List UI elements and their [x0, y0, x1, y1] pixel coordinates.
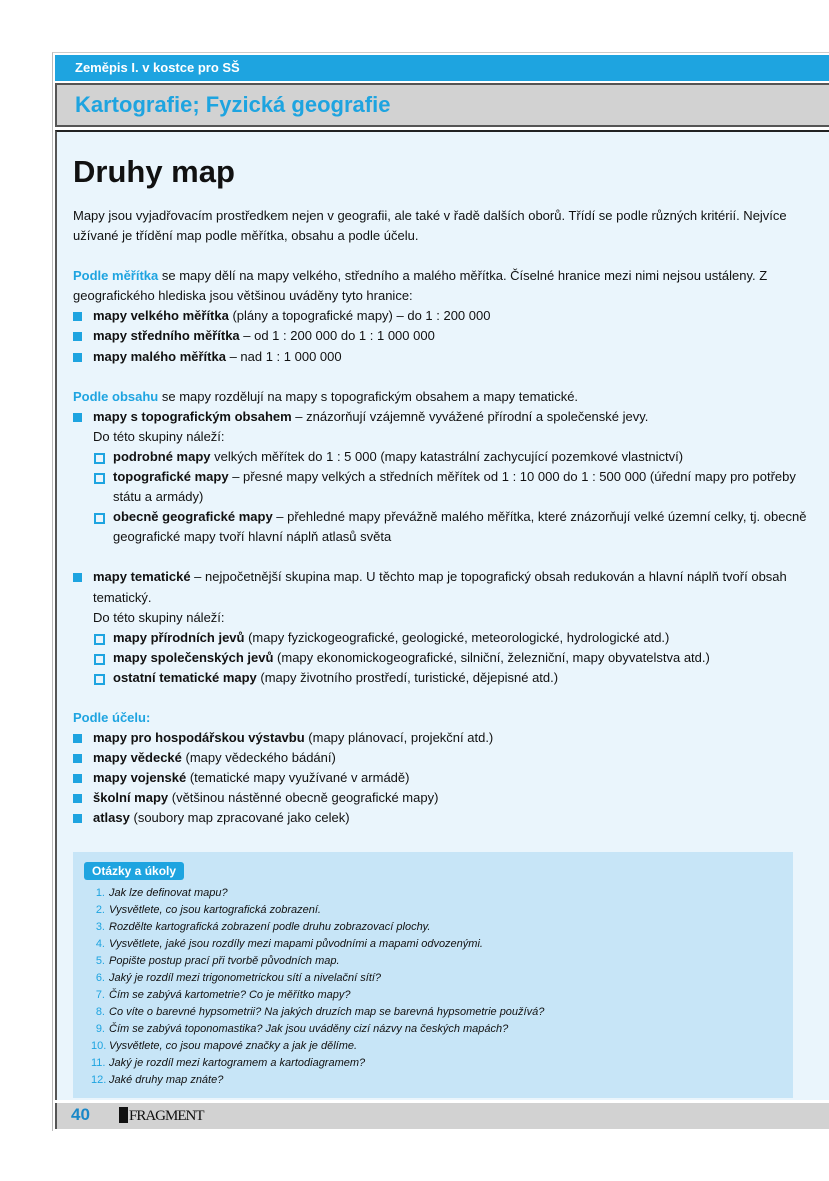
- group-label: Do této skupiny náleží:: [93, 609, 225, 625]
- list-item: [73, 808, 808, 828]
- item-bold: mapy malého měřítka: [93, 348, 226, 364]
- item-bold: obecně geografické mapy: [113, 509, 273, 525]
- question-item: [91, 919, 544, 936]
- bullet-square-icon: [73, 794, 82, 803]
- question-item: [91, 902, 544, 919]
- item-bold: mapy s topografickým obsahem: [93, 408, 292, 424]
- question-item: [91, 1004, 544, 1021]
- item-text: – nad 1 : 1 000 000: [225, 348, 342, 364]
- item-bold: mapy velkého měřítka: [93, 308, 229, 324]
- list-item: [73, 648, 808, 668]
- list-item: [73, 467, 808, 507]
- item-bold: podrobné mapy: [113, 448, 211, 464]
- list-item: [73, 567, 808, 607]
- checkbox-outline-icon: [94, 674, 105, 685]
- list-item: [73, 788, 808, 808]
- question-text: Popište postup prací při tvorbě původních map.: [109, 955, 340, 967]
- list-item: [73, 748, 808, 768]
- bullet-square-icon: [73, 332, 82, 341]
- list-item: [73, 347, 808, 367]
- checkbox-outline-icon: [94, 513, 105, 524]
- list-item: [73, 668, 808, 688]
- question-text: Co víte o barevné hypsometrii? Na jakých druzích map se barevná hypsometrie používá?: [109, 1006, 545, 1018]
- item-bold: mapy společenských jevů: [113, 649, 274, 665]
- question-item: [91, 885, 544, 902]
- questions-list: [91, 885, 544, 1089]
- item-text: (mapy fyzickogeografické, geologické, meteorologické, hydrologické atd.): [244, 629, 670, 645]
- book-title: Zeměpis I. v kostce pro SŠ: [55, 55, 829, 81]
- item-text: – nejpočetnější skupina map. U těchto map je topografický obsah redukován a hlavní náplň tvoří obsah tematický.: [93, 569, 787, 605]
- question-number: 11.: [91, 1057, 106, 1069]
- list-item: [73, 628, 808, 648]
- question-item: [91, 970, 544, 987]
- list-item: [73, 326, 808, 346]
- item-text: (soubory map zpracované jako celek): [129, 810, 350, 826]
- item-text: (většinou nástěnné obecně geografické mapy): [168, 790, 439, 806]
- question-text: Jak lze definovat mapu?: [109, 887, 228, 899]
- item-text: (mapy vědeckého bádání): [181, 750, 336, 766]
- question-number: 1.: [95, 887, 105, 899]
- list-item: [73, 728, 808, 748]
- intro-paragraph: Mapy jsou vyjadřovacím prostředkem nejen v geografii, ale také v řadě dalších oborů. Třídí se podle různých kritérií. Nejvíce užívané je třídění map podle měřítka, obsahu a podle účelu.: [73, 208, 787, 244]
- bullet-square-icon: [73, 814, 82, 823]
- question-item: [91, 1055, 544, 1072]
- item-bold: mapy vojenské: [93, 770, 187, 786]
- list-item: [73, 447, 808, 467]
- item-bold: školní mapy: [93, 790, 169, 806]
- checkbox-outline-icon: [94, 473, 105, 484]
- question-text: Čím se zabývá toponomastika? Jak jsou uváděny cizí názvy na českých mapách?: [109, 1023, 509, 1035]
- question-number: 3.: [95, 921, 105, 933]
- footer: [55, 1103, 829, 1129]
- question-item: [91, 1021, 544, 1038]
- chapter-title: Kartografie; Fyzická geografie: [55, 83, 829, 127]
- scale-text: se mapy dělí na mapy velkého, středního a malého měřítka. Číselné hranice mezi nimi nejsou ustáleny. Z geografického hlediska jsou většinou uváděny tyto hranice:: [73, 268, 768, 304]
- question-number: 12.: [91, 1074, 107, 1086]
- question-item: [91, 1038, 544, 1055]
- question-number: 10.: [91, 1040, 107, 1052]
- checkbox-outline-icon: [94, 634, 105, 645]
- question-number: 9.: [95, 1023, 105, 1035]
- question-text: Rozdělte kartografická zobrazení podle druhu zobrazovací plochy.: [109, 921, 431, 933]
- item-bold: mapy pro hospodářskou výstavbu: [93, 730, 305, 746]
- list-item: [73, 768, 808, 788]
- question-number: 2.: [95, 904, 105, 916]
- list-item: [73, 306, 808, 326]
- content-heading: Podle obsahu: [73, 388, 159, 404]
- questions-box: [73, 852, 793, 1098]
- checkbox-outline-icon: [94, 453, 105, 464]
- item-bold: mapy vědecké: [93, 750, 182, 766]
- item-text: – od 1 : 200 000 do 1 : 1 000 000: [239, 328, 435, 344]
- question-number: 8.: [95, 1006, 105, 1018]
- question-number: 7.: [95, 989, 105, 1001]
- page-number: 40: [71, 1105, 90, 1124]
- question-text: Jaký je rozdíl mezi kartogramem a kartodiagramem?: [109, 1057, 366, 1069]
- item-bold: ostatní tematické mapy: [113, 669, 257, 685]
- question-text: Vysvětlete, co jsou kartografická zobrazení.: [109, 904, 321, 916]
- item-bold: mapy středního měřítka: [93, 328, 240, 344]
- checkbox-outline-icon: [94, 654, 105, 665]
- question-text: Jaký je rozdíl mezi trigonometrickou sítí a nivelační sítí?: [109, 972, 382, 984]
- question-number: 4.: [95, 938, 105, 950]
- item-text: (mapy ekonomickogeografické, silniční, železniční, mapy obyvatelstva atd.): [273, 649, 710, 665]
- bullet-square-icon: [73, 573, 82, 582]
- questions-label: Otázky a úkoly: [84, 862, 184, 880]
- group-label: Do této skupiny náleží:: [93, 428, 225, 444]
- question-item: [91, 953, 544, 970]
- question-item: [91, 936, 544, 953]
- publisher-logo: FRAGMENT: [119, 1107, 204, 1125]
- scale-heading: Podle měřítka: [73, 268, 159, 284]
- item-bold: mapy přírodních jevů: [113, 629, 245, 645]
- bullet-square-icon: [73, 774, 82, 783]
- item-text: (plány a topografické mapy) – do 1 : 200 000: [228, 308, 491, 324]
- item-text: – přesné mapy velkých a středních měřítek od 1 : 10 000 do 1 : 500 000 (úřední mapy pro potřeby státu a armády): [113, 469, 796, 505]
- question-text: Čím se zabývá kartometrie? Co je měřítko mapy?: [109, 989, 351, 1001]
- item-text: – přehledné mapy převážně malého měřítka, které znázorňují velké územní celky, tj. obecně geografické mapy tvoří hlavní náplň atlasů světa: [113, 509, 807, 545]
- bullet-square-icon: [73, 312, 82, 321]
- article: [73, 152, 808, 829]
- list-item: [73, 507, 808, 547]
- question-item: [91, 987, 544, 1004]
- item-bold: topografické mapy: [113, 469, 229, 485]
- question-item: [91, 1072, 544, 1089]
- question-text: Vysvětlete, co jsou mapové značky a jak je dělíme.: [109, 1040, 358, 1052]
- list-item: [73, 407, 808, 427]
- item-text: velkých měřítek do 1 : 5 000 (mapy katastrální zachycující pozemkové vlastnictví): [210, 448, 684, 464]
- question-text: Vysvětlete, jaké jsou rozdíly mezi mapami původními a mapami odvozenými.: [109, 938, 483, 950]
- item-text: (tematické mapy využívané v armádě): [186, 770, 410, 786]
- question-number: 6.: [95, 972, 105, 984]
- scale-paragraph: [73, 266, 808, 306]
- question-number: 5.: [95, 955, 105, 967]
- bullet-square-icon: [73, 734, 82, 743]
- page-title: Druhy map: [73, 154, 235, 189]
- bullet-square-icon: [73, 413, 82, 422]
- item-bold: atlasy: [93, 810, 130, 826]
- content-paragraph: [73, 387, 808, 407]
- bullet-square-icon: [73, 353, 82, 362]
- item-text: (mapy plánovací, projekční atd.): [304, 730, 494, 746]
- content-text: se mapy rozdělují na mapy s topografickým obsahem a mapy tematické.: [158, 388, 579, 404]
- question-text: Jaké druhy map znáte?: [109, 1074, 224, 1086]
- item-bold: mapy tematické: [93, 569, 191, 585]
- bullet-square-icon: [73, 754, 82, 763]
- purpose-heading: Podle účelu:: [73, 709, 151, 725]
- item-text: – znázorňují vzájemně vyvážené přírodní a společenské jevy.: [291, 408, 649, 424]
- item-text: (mapy životního prostředí, turistické, dějepisné atd.): [256, 669, 559, 685]
